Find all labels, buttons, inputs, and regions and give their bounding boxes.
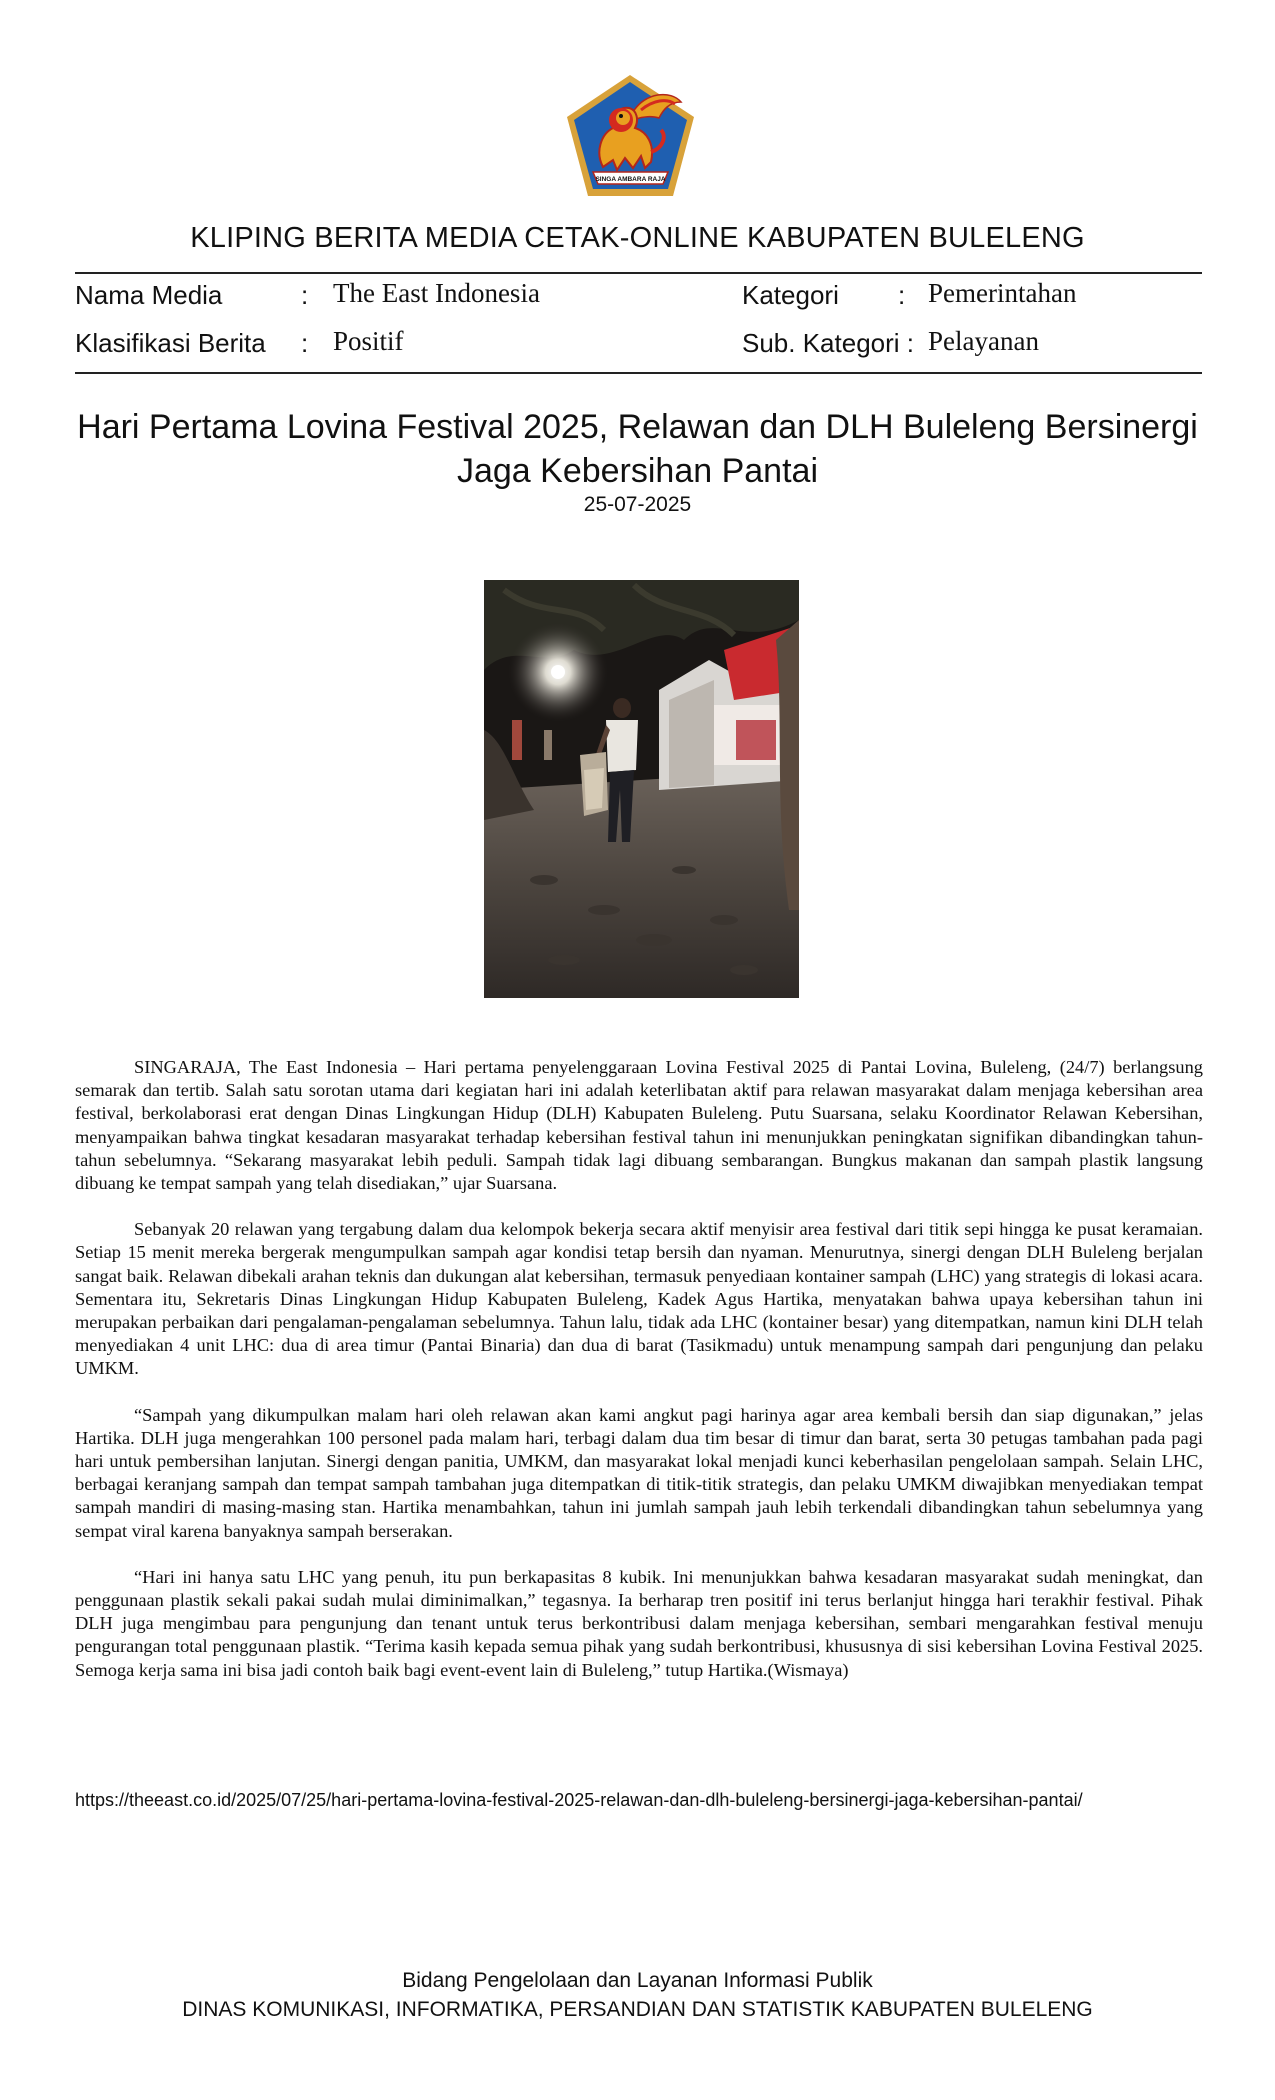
article-title: Hari Pertama Lovina Festival 2025, Relawan dan DLH Buleleng Bersinergi Jaga Kebersihan Pantai [77,408,1198,490]
singa-ambara-raja-logo [563,72,698,200]
footer-division: Bidang Pengelolaan dan Layanan Informasi Publik [402,1969,873,1992]
source-url: https://theeast.co.id/2025/07/25/hari-pertama-lovina-festival-2025-relawan-dan-dlh-buleleng-bersinergi-jaga-kebersihan-pantai/ [75,1790,1083,1810]
festival-night-beach-photo-icon [484,580,799,998]
subkategori-label: Sub. Kategori : [742,328,914,358]
klasifikasi-colon: : [301,328,309,358]
singa-ambara-raja-emblem-icon [563,72,698,200]
media-label: Nama Media [75,280,223,310]
kategori-value: Pemerintahan [928,278,1077,308]
divider-bottom [75,372,1202,374]
divider-top [75,272,1202,274]
subkategori-value: Pelayanan [928,326,1039,356]
svg-text:SINGA AMBARA RAJA: SINGA AMBARA RAJA [595,176,666,183]
footer-agency: DINAS KOMUNIKASI, INFORMATIKA, PERSANDIAN DAN STATISTIK KABUPATEN BULELENG [182,1998,1093,2021]
media-value: The East Indonesia [333,278,540,308]
page-title: KLIPING BERITA MEDIA CETAK-ONLINE KABUPATEN BULELENG [190,222,1085,254]
article-paragraph: “Sampah yang dikumpulkan malam hari oleh relawan akan kami angkut pagi harinya agar area kembali bersih dan siap digunakan,” jelas Hartika. DLH juga mengerahkan 100 personel pada malam hari, terbagi dalam dua tim besar di timur dan barat, serta 30 petugas tambahan pada pagi hari untuk pembersihan lanjutan. Sinergi dengan panitia, UMKM, dan masyarakat lokal menjadi kunci keberhasilan pengelolaan sampah. Selain LHC, berbagai keranjang sampah dan tempat sampah tambahan juga ditempatkan di titik-titik strategis, dan pelaku UMKM diwajibkan menyediakan tempat sampah mandiri di masing-masing stan. Hartika menambahkan, tahun ini jumlah sampah jauh lebih terkendali dibandingkan tahun sebelumnya yang sempat viral karena banyaknya sampah berserakan. [75,1404,1203,1541]
article-paragraph: Sebanyak 20 relawan yang tergabung dalam dua kelompok bekerja secara aktif menyisir area festival dari titik sepi hingga ke pusat keramaian. Setiap 15 menit mereka bergerak mengumpulkan sampah agar kondisi tetap bersih dan nyaman. Menurutnya, sinergi dengan DLH Buleleng berjalan sangat baik. Relawan dibekali arahan teknis dan dukungan alat kebersihan, termasuk penyediaan kontainer sampah (LHC) yang strategis di lokasi acara. Sementara itu, Sekretaris Dinas Lingkungan Hidup Kabupaten Buleleng, Kadek Agus Hartika, menyatakan bahwa upaya kebersihan tahun ini merupakan perbaikan dari pengalaman-pengalaman sebelumnya. Tahun lalu, tidak ada LHC (kontainer besar) yang ditempatkan, namun kini DLH telah menyediakan 4 unit LHC: dua di area timur (Pantai Binaria) dan dua di barat (Tasikmadu) untuk menampung sampah dari pengunjung dan pelaku UMKM. [75,1219,1203,1379]
kategori-colon: : [898,280,906,310]
klasifikasi-value: Positif [333,326,404,356]
article-body [75,1056,1203,1705]
media-colon: : [301,280,309,310]
article-date: 25-07-2025 [583,493,692,516]
klasifikasi-label: Klasifikasi Berita [75,328,266,358]
article-photo [484,580,799,998]
article-paragraph: SINGARAJA, The East Indonesia – Hari pertama penyelenggaraan Lovina Festival 2025 di Pantai Lovina, Buleleng, (24/7) berlangsung semarak dan tertib. Salah satu sorotan utama dari kegiatan hari ini adalah keterlibatan aktif para relawan masyarakat dalam menjaga kebersihan area festival, berkolaborasi erat dengan Dinas Lingkungan Hidup (DLH) Kabupaten Buleleng. Putu Suarsana, selaku Koordinator Relawan Kebersihan, menyampaikan bahwa tingkat kesadaran masyarakat terhadap kebersihan festival tahun ini menunjukkan peningkatan signifikan dibandingkan tahun-tahun sebelumnya. “Sekarang masyarakat lebih peduli. Sampah tidak lagi dibuang sembarangan. Bungkus makanan dan sampah plastik langsung dibuang ke tempat sampah yang telah disediakan,” ujar Suarsana. [75,1057,1203,1194]
kategori-label: Kategori [742,280,839,310]
article-paragraph: “Hari ini hanya satu LHC yang penuh, itu pun berkapasitas 8 kubik. Ini menunjukkan bahwa kesadaran masyarakat sudah meningkat, dan penggunaan plastik sekali pakai sudah mulai diminimalkan,” tegasnya. Ia berharap tren positif ini terus berlanjut hingga hari terakhir festival. Pihak DLH juga mengimbau para pengunjung dan tenant untuk terus berkontribusi dalam menjaga kebersihan, sembari mengarahkan festival menuju pengurangan total penggunaan plastik. “Terima kasih kepada semua pihak yang sudah berkontribusi, khususnya di sisi kebersihan Lovina Festival 2025. Semoga kerja sama ini bisa jadi contoh baik bagi event-event lain di Buleleng,” tutup Hartika.(Wismaya) [75,1566,1203,1680]
